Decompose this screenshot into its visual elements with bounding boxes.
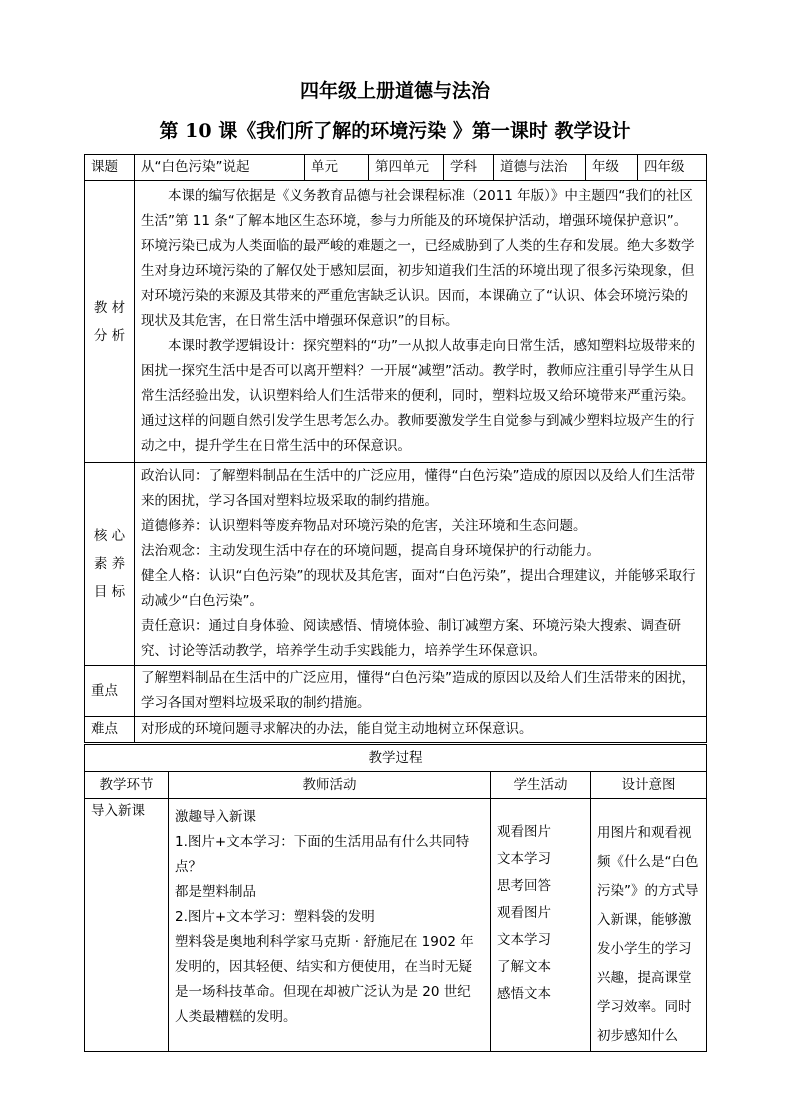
value-nianji: 四年级 (638, 155, 707, 181)
student-line: 思考回答 (497, 878, 551, 894)
student-line: 观看图片 (497, 905, 551, 921)
teacher-line: 1.图片+文本学习：下面的生活用品有什么共同特点？ (175, 834, 470, 875)
process-header: 教学过程 (85, 745, 707, 772)
lesson-title: 第 10 课《我们所了解的环境污染 》第一课时 教学设计 (159, 120, 631, 142)
teacher-line: 激趣导入新课 (175, 809, 256, 825)
value-danyuan: 第四单元 (369, 155, 444, 181)
jiaocai-paragraph-1: 本课的编写依据是《义务教育品德与社会课程标准（2011 年版）》中主题四“我们的社区生活”第 11 条“了解本地区生态环境，参与力所能及的环境保护活动，增强环境保护意识”。环境污染已成为人类面临的最严峻的难题之一，已经威胁到了人类的生存和发展。绝大多数学生对身边环境污染的了解仅处于感知层面，初步知道我们生活的环境出现了很多污染现象，但对环境污染的来源及其带来的严重危害缺乏认识。因而，本课确立了“认识、体会环境污染的现状及其危害，在日常生活中增强环保意识”的目标。 (141, 188, 695, 329)
label-jiaocai: 教 材 分 析 (85, 181, 135, 463)
student-line: 感悟文本 (497, 986, 551, 1002)
student-line: 观看图片 (497, 824, 551, 840)
teacher-activity (169, 799, 491, 1052)
hexin-content (135, 463, 707, 666)
process-row-daoru (85, 799, 707, 1052)
student-line: 文本学习 (497, 851, 551, 867)
col-xueshenghuodong: 学生活动 (491, 772, 591, 799)
label-nianji: 年级 (586, 155, 638, 181)
student-activity (491, 799, 591, 1052)
label-keti: 课题 (85, 155, 135, 181)
process-header-row (85, 745, 707, 772)
info-row-subject (85, 155, 707, 181)
design-intent: 用图片和观看视频《什么是“白色污染”》的方式导入新课，能够激发小学生的学习兴趣，提高课堂学习效率。同时初步感知什么 (591, 799, 707, 1052)
teacher-line: 都是塑料制品 (175, 884, 256, 900)
label-nandian: 难点 (85, 717, 135, 743)
jiaocai-paragraph-2: 本课时教学逻辑设计：探究塑料的“功”一从拟人故事走向日常生活，感知塑料垃圾带来的困扰一探究生活中是否可以离开塑料？一开展“减塑”活动。教学时，教师应注重引导学生从日常生活经验出发，认识塑料给人们生活带来的便利，同时，塑料垃圾又给环境带来严重污染。通过这样的问题自然引发学生思考怎么办。教师要激发学生自觉参与到减少塑料垃圾产生的行动之中，提升学生在日常生活中的环保意识。 (141, 338, 695, 454)
info-row-zhongdian (85, 666, 707, 717)
hexin-item: 政治认同：了解塑料制品在生活中的广泛应用，懂得“白色污染”造成的原因以及给人们生活带来的困扰，学习各国对塑料垃圾采取的制约措施。 (141, 468, 695, 509)
student-line: 文本学习 (497, 932, 551, 948)
label-zhongdian: 重点 (85, 666, 135, 717)
hexin-item: 健全人格：认识“白色污染”的现状及其危害，面对“白色污染”，提出合理建议，并能够采取行动减少“白色污染”。 (141, 568, 696, 609)
zhongdian-content: 了解塑料制品在生活中的广泛应用，懂得“白色污染”造成的原因以及给人们生活带来的困扰，学习各国对塑料垃圾采取的制约措施。 (135, 666, 707, 717)
info-row-nandian (85, 717, 707, 743)
value-keti: 从“白色污染”说起 (135, 155, 305, 181)
hexin-item: 责任意识：通过自身体验、阅读感悟、情境体验、制订减塑方案、环境污染大搜索、调查研究、讨论等活动教学，培养学生动手实践能力，培养学生环保意识。 (141, 618, 681, 659)
jiaocai-content (135, 181, 707, 463)
teacher-line: 塑料袋是奥地利科学家马克斯 · 舒施尼在 1902 年发明的，因其轻便、结实和方便使用，在当时无疑是一场科技革命。但现在却被广泛认为是 20 世纪人类最糟糕的发明。 (175, 934, 474, 1025)
stage-label: 导入新课 (85, 799, 169, 1052)
label-hexin: 核 心 素 养 目 标 (85, 463, 135, 666)
nandian-content: 对形成的环境问题寻求解决的办法，能自觉主动地树立环保意识。 (135, 717, 707, 743)
value-xueke: 道德与法治 (494, 155, 586, 181)
hexin-item: 法治观念：主动发现生活中存在的环境问题，提高自身环境保护的行动能力。 (141, 543, 600, 559)
process-table (84, 744, 707, 1052)
col-jiaoshihuodong: 教师活动 (169, 772, 491, 799)
info-row-hexin (85, 463, 707, 666)
process-cols-row (85, 772, 707, 799)
doc-title: 四年级上册道德与法治 (299, 80, 490, 102)
info-row-jiaocai (85, 181, 707, 463)
teacher-line: 2.图片+文本学习：塑料袋的发明 (175, 909, 375, 925)
label-xueke: 学科 (444, 155, 494, 181)
col-jiaoxuehuanjie: 教学环节 (85, 772, 169, 799)
label-danyuan: 单元 (305, 155, 369, 181)
col-shejiyitu: 设计意图 (591, 772, 707, 799)
student-line: 了解文本 (497, 959, 551, 975)
hexin-item: 道德修养：认识塑料等废弃物品对环境污染的危害，关注环境和生态问题。 (141, 518, 587, 534)
info-table (84, 154, 707, 743)
